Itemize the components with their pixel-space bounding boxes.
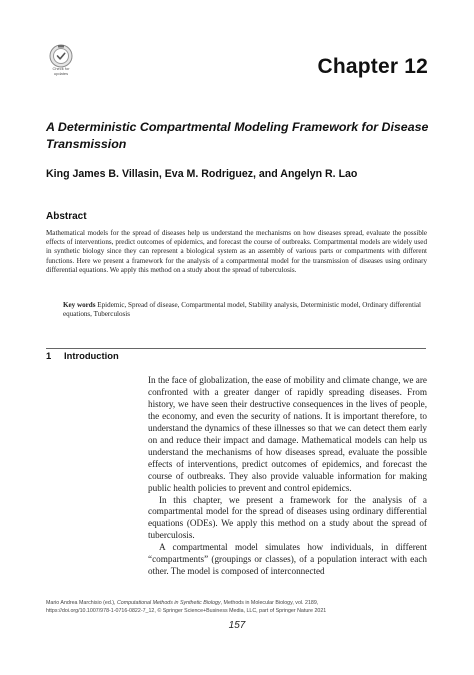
body-text: [148, 375, 427, 578]
paragraph: A compartmental model simulates how individuals, in different “compartments” (groupings or classes), of a population interact with each other. The model is composed of interconnected: [148, 542, 427, 577]
paragraph: In the face of globalization, the ease of mobility and climate change, we are confronted with a greater danger of rapidly spreading diseases. From history, we have seen their destructive consequences in the lives of people, the economy, and even the security of nations. It is important therefore, to understand the dynamics of these illnesses so that we can detect them early on and reduce their impact and damage. Mathematical models can help us understand the mechanisms of how diseases spread, evaluate the possible effects of interventions, predict outcomes of epidemics, and forecast the course of outbreaks. They also provide valuable information for making public health policies to prevent and control epidemics.: [148, 375, 427, 493]
keywords: [63, 301, 427, 319]
book-title: Computational Methods in Synthetic Biology: [116, 600, 221, 606]
chapter-title: A Deterministic Compartmental Modeling Framework for Disease Transmission: [46, 120, 429, 151]
abstract-text: Mathematical models for the spread of diseases help us understand the mechanisms on how diseases spread, evaluate the possible effects of interventions, predict outcomes of epidemics, and forecast the course of outbreaks. Compartmental models are widely used in synthetic biology since they can represent a biological system as an assembly of various parts or compartments with different functions. Here we present a framework for the analysis of a compartmental model for the transmission of diseases using ordinary differential equations. We apply this method on a study about the spread of tuberculosis.: [46, 229, 427, 274]
keywords-text: Epidemic, Spread of disease, Compartmental model, Stability analysis, Deterministic model, Ordinary differential equations, Tuberculosis: [63, 301, 422, 319]
page-number: 157: [228, 620, 246, 631]
section-title: Introduction: [64, 350, 119, 361]
abstract-heading: Abstract: [46, 211, 87, 222]
author-list: King James B. Villasin, Eva M. Rodriguez, and Angelyn R. Lao: [46, 168, 358, 180]
doi-link[interactable]: https://doi.org/10.1007/978-1-0716-0822-7_12, © Springer Science+Business Media, LLC, part of Springer Nature 2021: [46, 608, 327, 614]
check-for-updates-label: Check for updates: [52, 66, 70, 76]
citation-footer: Mario Andrea Marchisio (ed.), Computational Methods in Synthetic Biology, Methods in Molecular Biology, vol. 2189, https://doi.org/10.1007/978-1-0716-0822-7_12, © Springer Science+Business Media, LLC, part of Springer Nature 2021: [46, 599, 436, 615]
chapter-number: Chapter 12: [317, 55, 428, 78]
keywords-label: Key words: [63, 301, 96, 309]
section-number: 1: [46, 350, 52, 361]
section-heading: [46, 350, 119, 361]
section-divider: [46, 348, 426, 349]
paragraph: In this chapter, we present a framework for the analysis of a compartmental model for the spread of diseases using ordinary differential equations (ODEs). We apply this method on a study about the spread of tuberculosis.: [148, 494, 427, 541]
